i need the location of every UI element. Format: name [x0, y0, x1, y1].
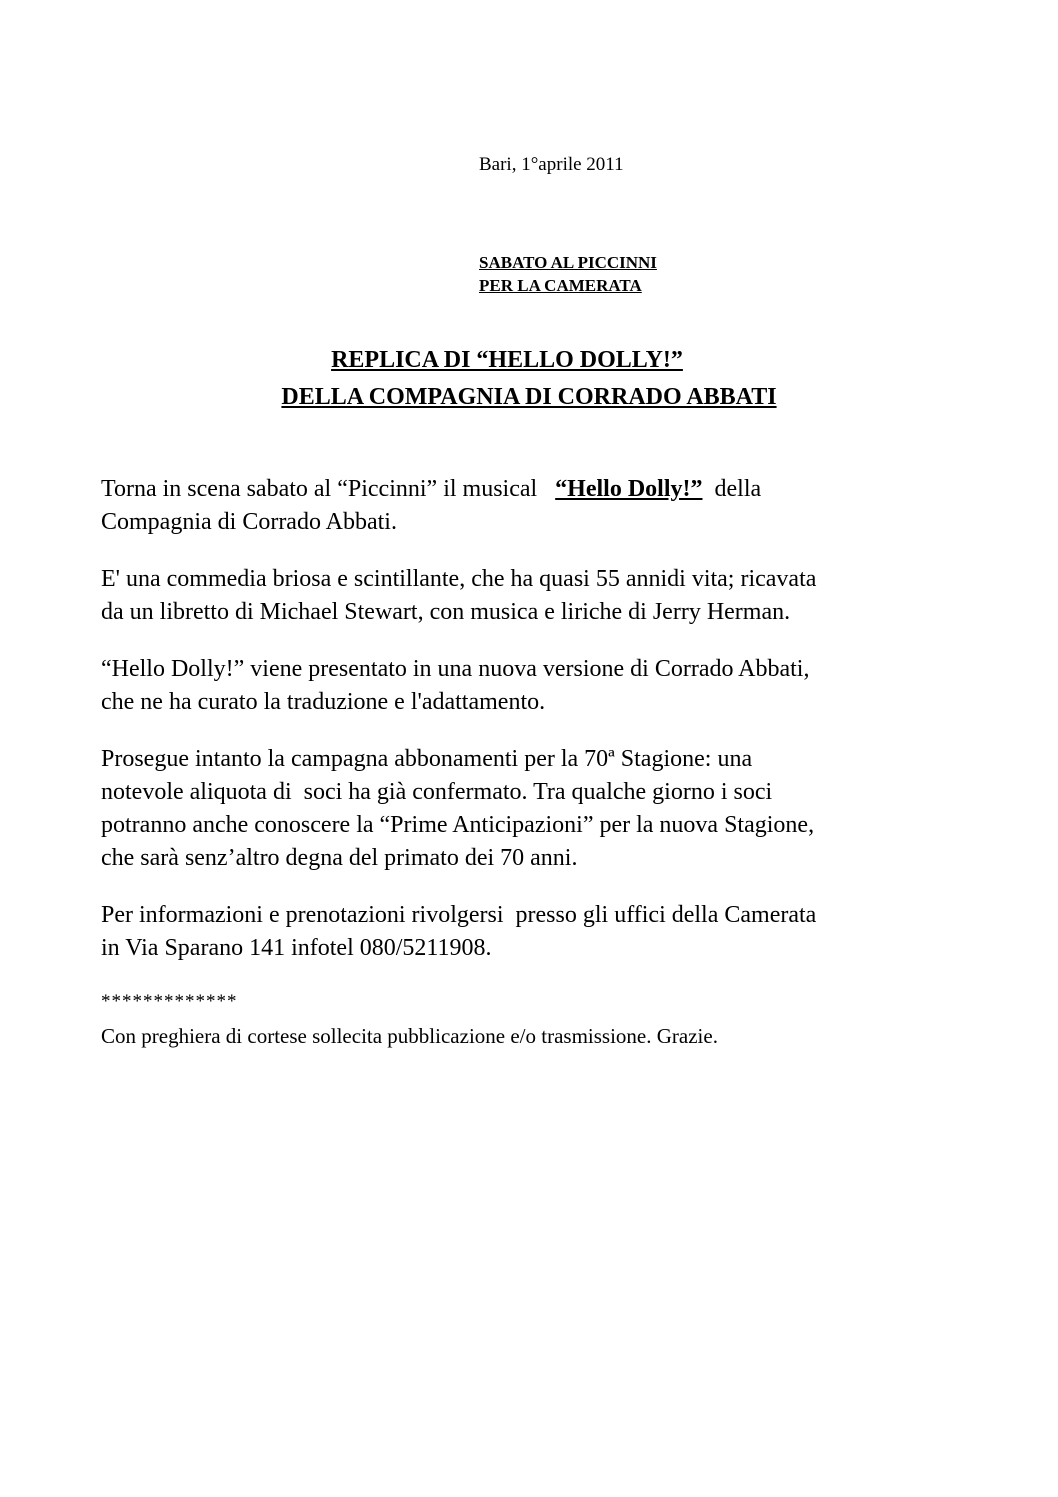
- paragraph-4-line-1: Prosegue intanto la campagna abbonamenti per la 70ª Stagione: una: [101, 746, 753, 772]
- closing-note: Con preghiera di cortese sollecita pubblicazione e/o trasmissione. Grazie.: [101, 1024, 718, 1048]
- paragraph-4-line-3: potranno anche conoscere la “Prime Anticipazioni” per la nuova Stagione,: [101, 812, 815, 838]
- hello-dolly-emphasis: “Hello Dolly!”: [555, 476, 703, 502]
- separator-stars: *************: [101, 991, 238, 1012]
- paragraph-1-line-1: [101, 474, 761, 504]
- paragraph-1-text-before: Torna in scena sabato al “Piccinni” il musical: [101, 476, 556, 502]
- paragraph-4-line-4: che sarà senz’altro degna del primato dei 70 anni.: [101, 845, 578, 871]
- paragraph-1-line-2: Compagnia di Corrado Abbati.: [101, 509, 397, 535]
- paragraph-1-text-after: della: [702, 476, 762, 502]
- title-line-1: REPLICA DI “HELLO DOLLY!”: [331, 347, 683, 373]
- paragraph-4-line-2: notevole aliquota di soci ha già confermato. Tra qualche giorno i soci: [101, 779, 773, 805]
- paragraph-2-line-2: da un libretto di Michael Stewart, con musica e liriche di Jerry Herman.: [101, 599, 791, 625]
- date-line: Bari, 1°aprile 2011: [479, 154, 624, 175]
- paragraph-2-line-1: E' una commedia briosa e scintillante, che ha quasi 55 annidi vita; ricavata: [101, 566, 817, 592]
- paragraph-5-line-2: in Via Sparano 141 infotel 080/5211908.: [101, 935, 492, 961]
- paragraph-3-line-1: “Hello Dolly!” viene presentato in una nuova versione di Corrado Abbati,: [101, 656, 810, 682]
- paragraph-3-line-2: che ne ha curato la traduzione e l'adattamento.: [101, 689, 546, 715]
- subheading-line-1: SABATO AL PICCINNI: [479, 253, 657, 272]
- title-line-2: DELLA COMPAGNIA DI CORRADO ABBATI: [281, 384, 777, 410]
- paragraph-5-line-1: Per informazioni e prenotazioni rivolgersi presso gli uffici della Camerata: [101, 902, 817, 928]
- subheading-line-2: PER LA CAMERATA: [479, 276, 642, 295]
